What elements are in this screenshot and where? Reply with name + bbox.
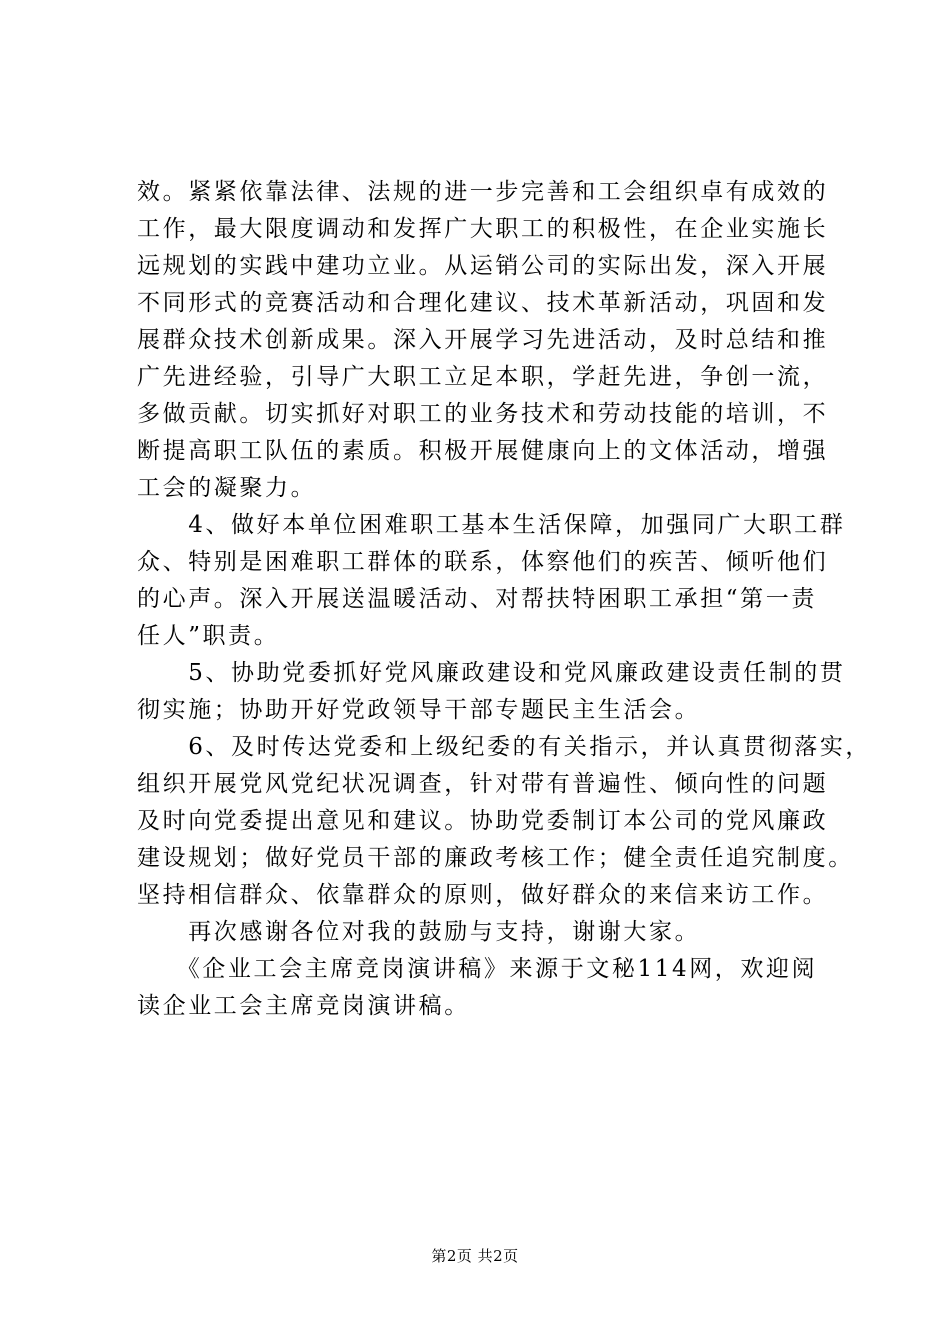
text-line: 断提高职工队伍的素质。积极开展健康向上的文体活动，增强 bbox=[137, 438, 829, 464]
text-line: 的心声。深入开展送温暖活动、对帮扶特困职工承担“第一责 bbox=[137, 586, 817, 612]
page-number-footer: 第2页 共2页 bbox=[431, 1247, 519, 1265]
text-line: 4、做好本单位困难职工基本生活保障，加强同广大职工群 bbox=[137, 512, 846, 538]
document-body bbox=[137, 174, 872, 1025]
text-line: 《企业工会主席竞岗演讲稿》来源于文秘114网，欢迎阅 bbox=[137, 956, 818, 982]
text-line: 彻实施；协助开好党政领导干部专题民主生活会。 bbox=[137, 697, 701, 723]
text-line: 众、特别是困难职工群体的联系，体察他们的疾苦、倾听他们 bbox=[137, 549, 829, 575]
text-line: 展群众技术创新成果。深入开展学习先进活动，及时总结和推 bbox=[137, 327, 829, 353]
text-line: 组织开展党风党纪状况调查，针对带有普遍性、倾向性的问题 bbox=[137, 771, 829, 797]
text-line: 读企业工会主席竞岗演讲稿。 bbox=[137, 993, 470, 1019]
text-line: 6、及时传达党委和上级纪委的有关指示，并认真贯彻落实， bbox=[137, 734, 872, 760]
text-line: 远规划的实践中建功立业。从运销公司的实际出发，深入开展 bbox=[137, 253, 829, 279]
text-line: 多做贡献。切实抓好对职工的业务技术和劳动技能的培训，不 bbox=[137, 401, 829, 427]
text-line: 再次感谢各位对我的鼓励与支持，谢谢大家。 bbox=[137, 919, 701, 945]
text-line: 及时向党委提出意见和建议。协助党委制订本公司的党风廉政 bbox=[137, 808, 829, 834]
text-line: 广先进经验，引导广大职工立足本职，学赶先进，争创一流， bbox=[137, 364, 829, 390]
text-line: 建设规划；做好党员干部的廉政考核工作；健全责任追究制度。 bbox=[137, 845, 854, 871]
text-line: 效。紧紧依靠法律、法规的进一步完善和工会组织卓有成效的 bbox=[137, 179, 829, 205]
text-line: 5、协助党委抓好党风廉政建设和党风廉政建设责任制的贯 bbox=[137, 660, 846, 686]
text-line: 坚持相信群众、依靠群众的原则，做好群众的来信来访工作。 bbox=[137, 882, 829, 908]
text-line: 任人”职责。 bbox=[137, 623, 280, 649]
text-line: 不同形式的竞赛活动和合理化建议、技术革新活动，巩固和发 bbox=[137, 290, 829, 316]
text-line: 工会的凝聚力。 bbox=[137, 475, 317, 501]
text-line: 工作，最大限度调动和发挥广大职工的积极性，在企业实施长 bbox=[137, 216, 829, 242]
